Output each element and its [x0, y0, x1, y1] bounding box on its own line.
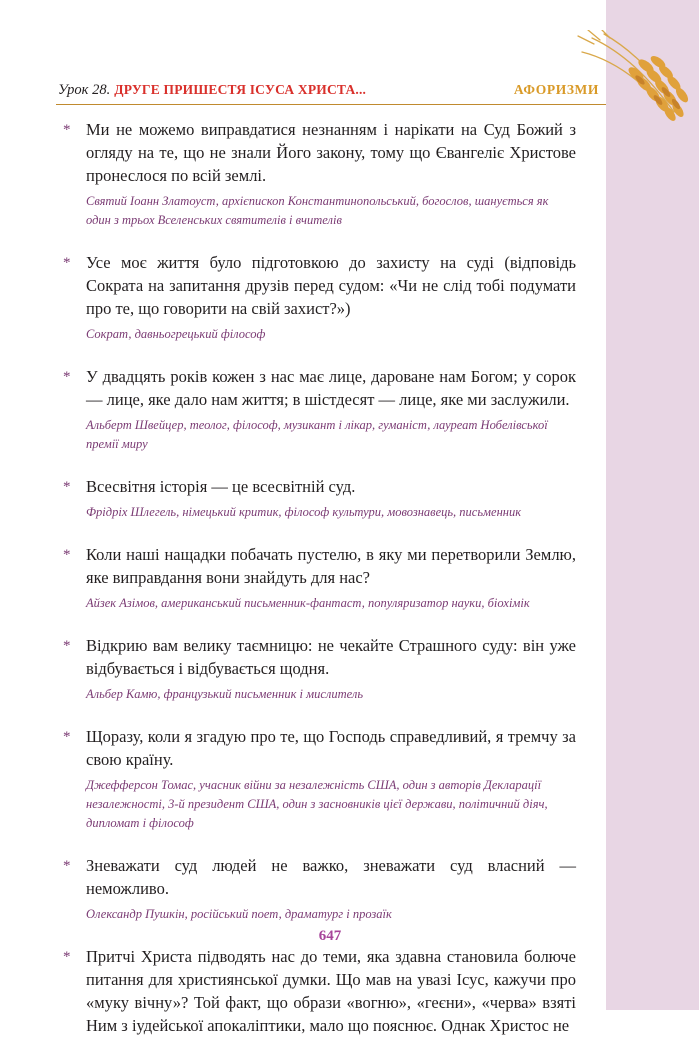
lesson-title: ДРУГЕ ПРИШЕСТЯ ІСУСА ХРИСТА...	[114, 82, 367, 97]
aphorism-author: Святий Іоанн Златоуст, архієпископ Константинопольський, богослов, шанується як один з трьох Вселенських святителів і вчителів	[86, 194, 549, 227]
side-decor-band	[606, 0, 699, 1010]
aphorism-author: Айзек Азімов, американський письменник-фантаст, популяризатор науки, біохімік	[86, 596, 530, 610]
aphorism-text: Коли наші нащадки побачать пустелю, в яку ми перетворили Землю, яке виправдання вони знайдуть для нас?	[86, 545, 576, 587]
asterisk-bullet-icon: *	[63, 638, 71, 654]
aphorism-author: Олександр Пушкін, російський поет, драматург і прозаїк	[86, 907, 392, 921]
aphorism-item	[60, 365, 576, 454]
aphorism-item	[60, 725, 576, 833]
aphorism-item	[60, 251, 576, 344]
running-header	[58, 82, 599, 102]
lesson-number: Урок 28.	[58, 82, 111, 98]
aphorism-text: Відкрию вам велику таємницю: не чекайте Страшного суду: він уже відбувається і відбувається щодня.	[86, 636, 576, 678]
aphorism-item	[60, 945, 576, 1037]
aphorism-item	[60, 475, 576, 522]
aphorism-text: Ми не можемо виправдатися незнанням і нарікати на Суд Божий з огляду на те, що не знали Його закону, тому що Євангеліє Христове пронеслося по всій землі.	[86, 120, 576, 185]
section-title: АФОРИЗМИ	[513, 82, 599, 97]
aphorism-author: Джефферсон Томас, учасник війни за незалежність США, один з авторів Декларації незалежності, 3-й президент США, один з засновників цієї держави, політичний діяч, дипломат і філософ	[86, 778, 548, 830]
aphorism-author: Фрідріх Шлегель, німецький критик, філософ культури, мовознавець, письменник	[86, 505, 522, 519]
asterisk-bullet-icon: *	[63, 255, 71, 271]
aphorism-text: Щоразу, коли я згадую про те, що Господь справедливий, я тремчу за свою країну.	[86, 727, 576, 769]
asterisk-bullet-icon: *	[63, 858, 71, 874]
aphorism-text: Притчі Христа підводять нас до теми, яка здавна становила болюче питання для християнської думки. Що мав на увазі Ісус, кажучи про «муку вічну»? Той факт, що образи «вогню», «геєни», «черва» взяті Ним з іудейської апокаліптики, мало що пояснює. Однак Христос не	[86, 947, 576, 1035]
aphorism-text: У двадцять років кожен з нас має лице, дароване нам Богом; у сорок — лице, яке дало нам життя; в шістдесят — лице, яке ми заслужили.	[86, 367, 576, 409]
asterisk-bullet-icon: *	[63, 479, 71, 495]
aphorism-text: Усе моє життя було підготовкою до захисту на суді (відповідь Сократа на запитання друзів перед судом: «Чи не слід тобі подумати про те, що говорити на свій захист?»)	[86, 253, 576, 318]
aphorism-item	[60, 854, 576, 924]
aphorism-author: Альбер Камю, французький письменник і мислитель	[86, 687, 364, 701]
aphorism-author: Альберт Швейцер, теолог, філософ, музикант і лікар, гуманіст, лауреат Нобелівської премії миру	[86, 418, 548, 451]
header-divider	[56, 104, 606, 105]
asterisk-bullet-icon: *	[63, 729, 71, 745]
asterisk-bullet-icon: *	[63, 369, 71, 385]
aphorism-item	[60, 634, 576, 704]
aphorism-list	[60, 118, 576, 1058]
aphorism-item	[60, 543, 576, 613]
aphorism-author: Сократ, давньогрецький філософ	[86, 327, 266, 341]
asterisk-bullet-icon: *	[63, 547, 71, 563]
aphorism-item	[60, 118, 576, 230]
page-number: 647	[318, 928, 342, 944]
aphorism-text: Всесвітня історія — це всесвітній суд.	[86, 477, 356, 496]
asterisk-bullet-icon: *	[63, 122, 71, 138]
aphorism-text: Зневажати суд людей не важко, зневажати суд власний — неможливо.	[86, 856, 576, 898]
asterisk-bullet-icon: *	[63, 949, 71, 965]
header-lesson-block	[58, 82, 366, 99]
